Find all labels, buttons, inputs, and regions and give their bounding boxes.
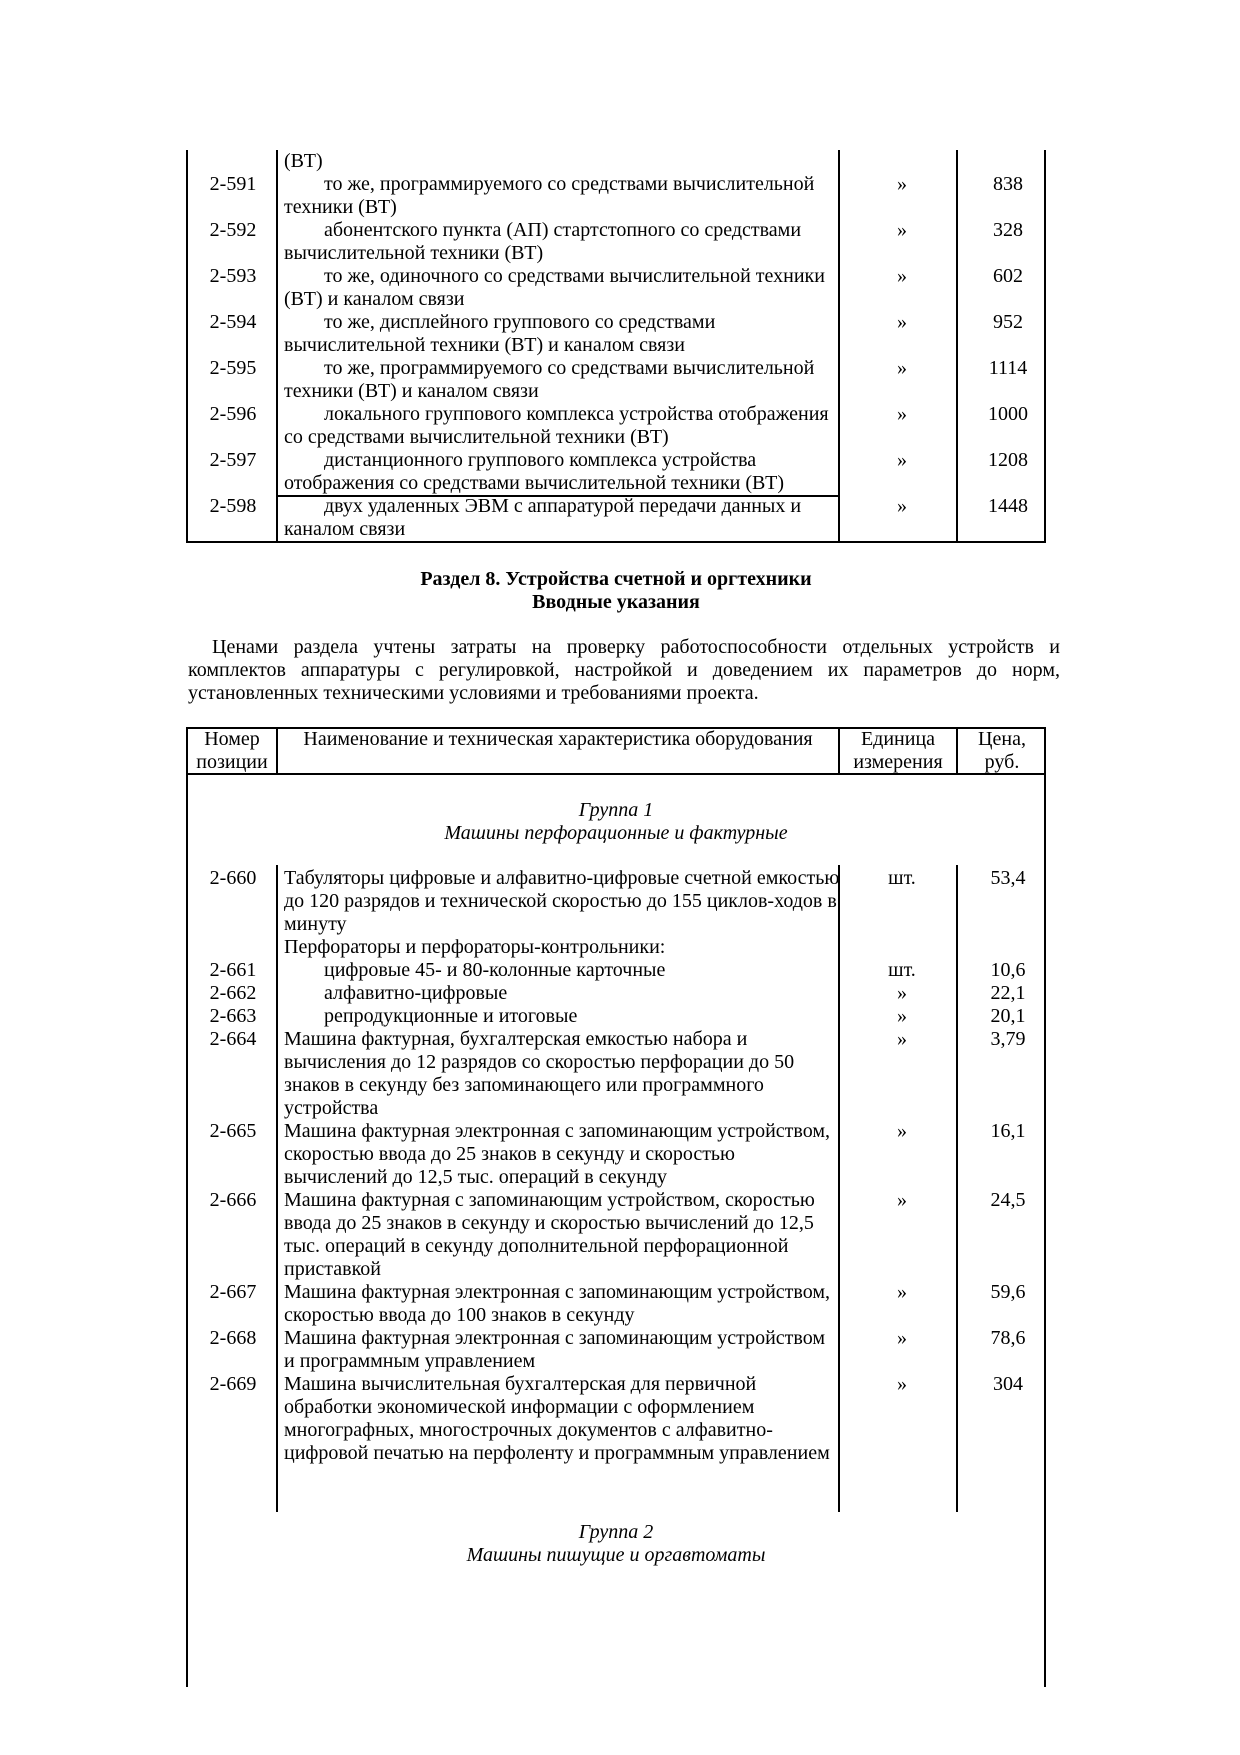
table-row-name: Машина фактурная с запоминающим устройством, скоростью ввода до 25 знаков в секунду и скоростью вычислений до 12,5 тыс. операций в секунду дополнительной перфорационной приставкой — [284, 1189, 815, 1280]
intro-paragraph: Ценами раздела учтены затраты на проверку работоспособности отдельных устройств и комплектов аппаратуры с регулировкой, настройкой и доведением их параметров до норм, установленных техническими условиями и требованиями проекта. — [188, 636, 1060, 704]
table-row-price: 304 — [993, 1373, 1023, 1395]
table-row-number: 2-668 — [209, 1327, 257, 1349]
table-1-col-divider-1 — [276, 150, 278, 543]
group-label: Группа 1 — [578, 799, 654, 821]
table-row-price: 1114 — [988, 357, 1028, 379]
table-row-unit: » — [897, 1189, 907, 1211]
table-row-price: 59,6 — [990, 1281, 1026, 1303]
table-row-price: 16,1 — [990, 1120, 1026, 1142]
table-row-name: то же, одиночного со средствами вычислительной техники (ВТ) и каналом связи — [284, 265, 825, 310]
table-row-name: Машина фактурная электронная с запоминающим устройством, скоростью ввода до 100 знаков в секунду — [284, 1281, 831, 1326]
table-row-number: 2-596 — [209, 403, 257, 425]
table-row-unit: » — [897, 265, 907, 287]
section-title: Раздел 8. Устройства счетной и оргтехники — [420, 568, 812, 590]
table-row-unit: шт. — [888, 867, 916, 889]
table-row-price: 22,1 — [990, 982, 1026, 1004]
group-label: Группа 2 — [578, 1521, 654, 1543]
table-row-name: Машина фактурная электронная с запоминающим устройством, скоростью ввода до 25 знаков в секунду и скоростью вычислений до 12,5 тыс. операций в секунду — [284, 1120, 831, 1188]
table-row-price: 3,79 — [990, 1028, 1026, 1050]
table-row-unit: » — [897, 1005, 907, 1027]
table-row-number: 2-662 — [209, 982, 257, 1004]
section-subtitle: Вводные указания — [532, 591, 700, 613]
table-row-name: то же, программируемого со средствами вычислительной техники (ВТ) и каналом связи — [284, 357, 815, 402]
table-row-number: 2-664 — [209, 1028, 257, 1050]
table-1-col-divider-3 — [956, 150, 958, 543]
table-row-price: 952 — [993, 311, 1023, 333]
table-row-name: двух удаленных ЭВМ с аппаратурой передачи данных и каналом связи — [284, 495, 802, 540]
table-row-unit: » — [897, 1281, 907, 1303]
table-row-unit: » — [897, 495, 907, 517]
header-price: Цена, руб. — [978, 728, 1026, 773]
group-title: Машины перфорационные и фактурные — [444, 822, 788, 844]
table-row-number: 2-661 — [209, 959, 257, 981]
table-row-name: дистанционного группового комплекса устройства отображения со средствами вычислительной техники (ВТ) — [284, 449, 784, 494]
table-row-price: 10,6 — [990, 959, 1026, 981]
table-row-name: алфавитно-цифровые — [324, 982, 508, 1004]
table-row-unit: » — [897, 449, 907, 471]
table-1-continuation-text: (ВТ) — [284, 150, 323, 172]
table-row-unit: » — [897, 1327, 907, 1349]
group-title: Машины пишущие и оргавтоматы — [466, 1544, 766, 1566]
table-row-unit: » — [897, 173, 907, 195]
table-row-unit: » — [897, 1028, 907, 1050]
table-row-number: 2-598 — [209, 495, 257, 517]
table-row-number: 2-592 — [209, 219, 257, 241]
table-row-name: то же, программируемого со средствами вычислительной техники (ВТ) — [284, 173, 815, 218]
table-row-number: 2-591 — [209, 173, 257, 195]
table-row-number: 2-660 — [209, 867, 257, 889]
table-2-header-divider-2 — [838, 727, 840, 775]
header-number: Номер позиции — [196, 728, 268, 773]
table-row-number: 2-663 — [209, 1005, 257, 1027]
table-row-number: 2-597 — [209, 449, 257, 471]
table-row-unit: шт. — [888, 959, 916, 981]
table-row-price: 24,5 — [990, 1189, 1026, 1211]
table-row-price: 20,1 — [990, 1005, 1026, 1027]
table-row-name: цифровые 45- и 80-колонные карточные — [324, 959, 666, 981]
header-unit: Единица измерения — [853, 728, 943, 773]
table-row-unit: » — [897, 219, 907, 241]
table-row-price: 78,6 — [990, 1327, 1026, 1349]
table-row-number: 2-595 — [209, 357, 257, 379]
table-row-number: 2-593 — [209, 265, 257, 287]
table-row-price: 838 — [993, 173, 1023, 195]
table-2-header-divider-3 — [956, 727, 958, 775]
table-row-name: то же, дисплейного группового со средствами вычислительной техники (ВТ) и каналом связи — [284, 311, 716, 356]
table-row-price: 1448 — [988, 495, 1028, 517]
table-row-number: 2-594 — [209, 311, 257, 333]
table-1-right-border — [1044, 150, 1046, 543]
table-1-bottom-border — [186, 541, 1046, 543]
table-row-number: 2-669 — [209, 1373, 257, 1395]
table-row-name: абонентского пункта (АП) стартстопного со средствами вычислительной техники (ВТ) — [284, 219, 802, 264]
table-row-name: Машина фактурная электронная с запоминающим устройством и программным управлением — [284, 1327, 826, 1372]
table-row-name: Машина вычислительная бухгалтерская для первичной обработки экономической информации с оформлением многографных, многострочных документов с алфавитно-цифровой печатью на перфоленту и программным управлением — [284, 1373, 830, 1464]
table-row-unit: » — [897, 311, 907, 333]
table-row-price: 1000 — [988, 403, 1028, 425]
table-row-unit: » — [897, 403, 907, 425]
table-row-number: 2-667 — [209, 1281, 257, 1303]
table-row-unit: » — [897, 1120, 907, 1142]
table-row-price: 602 — [993, 265, 1023, 287]
table-row-number: 2-665 — [209, 1120, 257, 1142]
table-row-name: Табуляторы цифровые и алфавитно-цифровые счетной емкостью до 120 разрядов и технической скоростью до 155 циклов-ходов в минуту — [284, 867, 840, 935]
table-1-left-border — [186, 150, 188, 543]
header-name: Наименование и техническая характеристика оборудования — [303, 728, 813, 750]
table-row-unit: » — [897, 982, 907, 1004]
table-row-name: Перфораторы и перфораторы-контрольники: — [284, 936, 666, 958]
table-row-unit: » — [897, 357, 907, 379]
table-row-name: локального группового комплекса устройства отображения со средствами вычислительной техники (ВТ) — [284, 403, 829, 448]
table-row-unit: » — [897, 1373, 907, 1395]
table-row-number: 2-666 — [209, 1189, 257, 1211]
table-2-header-divider-1 — [276, 727, 278, 775]
table-row-name: Машина фактурная, бухгалтерская емкостью набора и вычисления до 12 разрядов со скоростью перфорации до 50 знаков в секунду без запоминающего или программного устройства — [284, 1028, 795, 1119]
table-row-price: 1208 — [988, 449, 1028, 471]
table-row-price: 328 — [993, 219, 1023, 241]
table-row-price: 53,4 — [990, 867, 1026, 889]
table-row-name: репродукционные и итоговые — [324, 1005, 578, 1027]
